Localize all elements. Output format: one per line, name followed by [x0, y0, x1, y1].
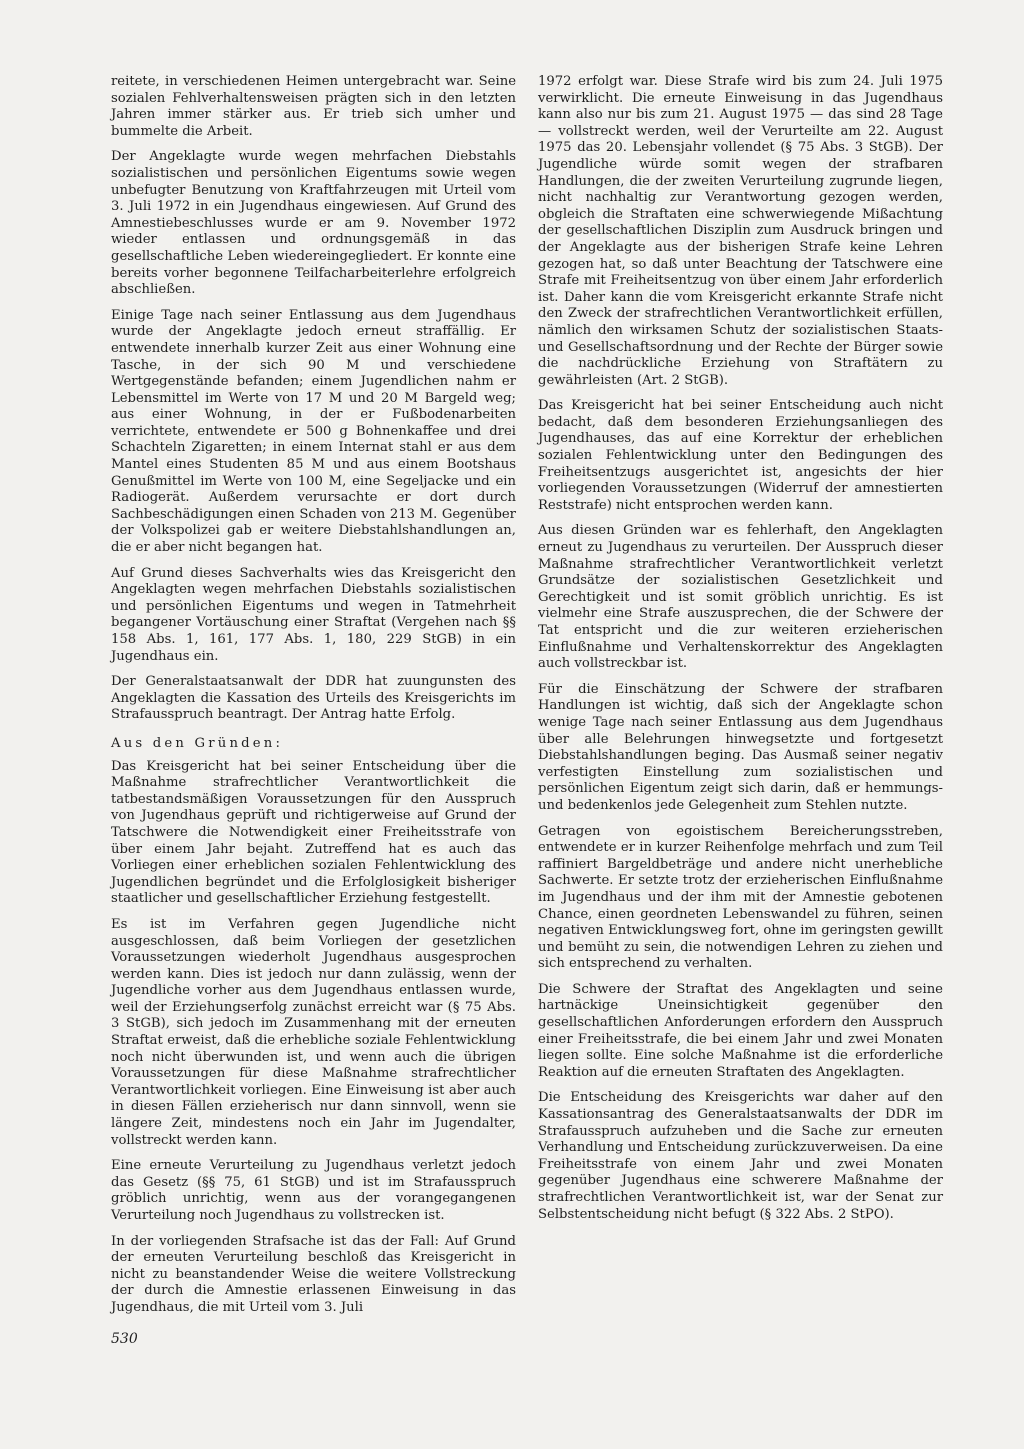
- page-number: 530: [111, 1331, 138, 1347]
- paragraph: Der Generalstaatsanwalt der DDR hat zuungunsten des Angeklagten die Kassation des Urteils des Kreisgerichts im Strafausspruch beantragt. Der Antrag hatte Erfolg.: [111, 674, 516, 723]
- paragraph: Der Angeklagte wurde wegen mehrfachen Diebstahls sozialistischen und persönlichen Eigentums sowie wegen unbefugter Benutzung von Kraftfahrzeugen mit Urteil vom 3. Juli 1972 in ein Jugendhaus eingewiesen. Auf Grund des Amnestiebeschlusses wurde er am 9. November 1972 wieder entlassen und ordnungsgemäß in das gesellschaftliche Leben wiedereingegliedert. Er konnte eine bereits vorher begonnene Teilfacharbeiterlehre erfolgreich abschließen.: [111, 149, 516, 298]
- paragraph: Es ist im Verfahren gegen Jugendliche nicht ausgeschlossen, daß beim Vorliegen der gesetzlichen Voraussetzungen wiederholt Jugendhaus ausgesprochen werden kann. Dies ist jedoch nur dann zulässig, wenn der Jugendliche vorher aus dem Jugendhaus entlassen wurde, weil der Erziehungserfolg zunächst erreicht war (§ 75 Abs. 3 StGB), sich jedoch im Zusammenhang mit der erneuten Straftat erweist, daß die erhebliche soziale Fehlentwicklung noch nicht überwunden ist, und wenn auch die übrigen Voraussetzungen für diese Maßnahme strafrechtlicher Verantwortlichkeit vorliegen. Eine Einweisung ist aber auch in diesen Fällen erzieherisch nur dann sinnvoll, wenn sie längere Zeit, mindestens noch ein Jahr im Jugendalter, vollstreckt werden kann.: [111, 916, 516, 1148]
- paragraph: Die Entscheidung des Kreisgerichts war daher auf den Kassationsantrag des Generalstaatsanwalts der DDR im Strafausspruch aufzuheben und die Sache zur erneuten Verhandlung und Entscheidung zurückzuverweisen. Da eine Freiheitsstrafe von einem Jahr und zwei Monaten gegenüber Jugendhaus eine schwerere Maßnahme der strafrechtlichen Verantwortlichkeit ist, war der Senat zur Selbstentscheidung nicht befugt (§ 322 Abs. 2 StPO).: [538, 1090, 943, 1222]
- paragraph: 1972 erfolgt war. Diese Strafe wird bis zum 24. Juli 1975 verwirklicht. Die erneute Einweisung in das Jugendhaus kann also nur bis zum 21. August 1975 — das sind 28 Tage — vollstreckt werden, weil der Verurteilte am 22. August 1975 das 20. Lebensjahr vollendet (§ 75 Abs. 3 StGB). Der Jugendliche würde somit wegen der strafbaren Handlungen, die der zweiten Verurteilung zugrunde liegen, nicht nachhaltig zur Verantwortung gezogen werden, obgleich die Straftaten eine schwerwiegende Mißachtung der gesellschaftlichen Disziplin zum Ausdruck bringen und der Angeklagte aus der bisherigen Strafe keine Lehren gezogen hat, so daß unter Beachtung der Tatschwere eine Strafe mit Freiheitsentzug von über einem Jahr erforderlich ist. Daher kann die vom Kreisgericht erkannte Strafe nicht den Zweck der strafrechtlichen Verantwortlichkeit erfüllen, nämlich den wirksamen Schutz der sozialistischen Staats- und Gesellschaftsordnung und der Rechte der Bürger sowie die nachdrückliche Erziehung von Straftätern zu gewährleisten (Art. 2 StGB).: [538, 74, 943, 388]
- paragraph: Die Schwere der Straftat des Angeklagten und seine hartnäckige Uneinsichtigkeit gegenüber den gesellschaftlichen Anforderungen erfordern den Ausspruch einer Freiheitsstrafe, die bei einem Jahr und zwei Monaten liegen sollte. Eine solche Maßnahme ist die erforderliche Reaktion auf die erneuten Straftaten des Angeklagten.: [538, 981, 943, 1080]
- paragraph: reitete, in verschiedenen Heimen untergebracht war. Seine sozialen Fehlverhaltensweisen prägten sich in den letzten Jahren immer stärker aus. Er trieb sich umher und bummelte die Arbeit.: [111, 74, 516, 139]
- paragraph: In der vorliegenden Strafsache ist das der Fall: Auf Grund der erneuten Verurteilung beschloß das Kreisgericht in nicht zu beanstandender Weise die weitere Vollstreckung der durch die Amnestie erlassenen Einweisung in das Jugendhaus, die mit Urteil vom 3. Juli: [111, 1233, 516, 1315]
- paragraph: Getragen von egoistischem Bereicherungsstreben, entwendete er in kurzer Reihenfolge mehrfach und zum Teil raffiniert Bargeldbeträge und andere nicht unerhebliche Sachwerte. Er setzte trotz der erzieherischen Einflußnahme im Jugendhaus und der ihm mit der Amnestie gebotenen Chance, einen geordneten Lebenswandel zu führen, seinen negativen Entwicklungsweg fort, ohne im geringsten gewillt und bemüht zu sein, die notwendigen Lehren zu ziehen und sich entsprechend zu verhalten.: [538, 823, 943, 972]
- right-column: [538, 74, 943, 1232]
- paragraph: Das Kreisgericht hat bei seiner Entscheidung über die Maßnahme strafrechtlicher Verantwortlichkeit die tatbestandsmäßigen Voraussetzungen für den Ausspruch von Jugendhaus geprüft und richtigerweise auf Grund der Tatschwere die Notwendigkeit einer Freiheitsstrafe von über einem Jahr bejaht. Zutreffend hat es auch das Vorliegen einer erheblichen sozialen Fehlentwicklung des Jugendlichen begründet und die Erfolglosigkeit bisheriger staatlicher und gesellschaftlicher Erziehung festgestellt.: [111, 758, 516, 907]
- left-column: [111, 74, 516, 1326]
- paragraph: Für die Einschätzung der Schwere der strafbaren Handlungen ist wichtig, daß sich der Angeklagte schon wenige Tage nach seiner Entlassung aus dem Jugendhaus über alle Belehrungen hinwegsetzte und fortgesetzt Diebstahlshandlungen beging. Das Ausmaß seiner negativ verfestigten Einstellung zum sozialistischen und persönlichen Eigentum zeigt sich darin, daß er hemmungs- und bedenkenlos jede Gelegenheit zum Stehlen nutzte.: [538, 681, 943, 813]
- section-heading: Aus den Gründen:: [111, 735, 284, 751]
- paragraph: Auf Grund dieses Sachverhalts wies das Kreisgericht den Angeklagten wegen mehrfachen Diebstahls sozialistischen und persönlichen Eigentums und wegen in Tatmehrheit begangener Vortäuschung einer Straftat (Vergehen nach §§ 158 Abs. 1, 161, 177 Abs. 1, 180, 229 StGB) in ein Jugendhaus ein.: [111, 565, 516, 664]
- paragraph: Das Kreisgericht hat bei seiner Entscheidung auch nicht bedacht, daß dem besonderen Erziehungsanliegen des Jugendhauses, das auf eine Korrektur der erheblichen sozialen Fehlentwicklung unter den Bedingungen des Freiheitsentzugs ausgerichtet ist, angesichts der hier vorliegenden Voraussetzungen (Widerruf der amnestierten Reststrafe) nicht entsprochen werden kann.: [538, 398, 943, 513]
- paragraph: Eine erneute Verurteilung zu Jugendhaus verletzt jedoch das Gesetz (§§ 75, 61 StGB) und ist im Strafausspruch gröblich unrichtig, wenn aus der vorangegangenen Verurteilung noch Jugendhaus zu vollstrecken ist.: [111, 1158, 516, 1223]
- paragraph: Einige Tage nach seiner Entlassung aus dem Jugendhaus wurde der Angeklagte jedoch erneut straffällig. Er entwendete innerhalb kurzer Zeit aus einer Wohnung eine Tasche, in der sich 90 M und verschiedene Wertgegenstände befanden; einem Jugendlichen nahm er Lebensmittel im Werte von 17 M und 20 M Bargeld weg; aus einer Wohnung, in der er Fußbodenarbeiten verrichtete, entwendete er 500 g Bohnenkaffee und drei Schachteln Zigaretten; in einem Internat stahl er aus dem Mantel eines Studenten 85 M und aus einem Bootshaus Genußmittel im Werte von 100 M, eine Segeljacke und ein Radiogerät. Außerdem verursachte er dort durch Sachbeschädigungen einen Schaden von 213 M. Gegenüber der Volkspolizei gab er weitere Diebstahlshandlungen an, die er aber nicht begangen hat.: [111, 307, 516, 556]
- paragraph: Aus diesen Gründen war es fehlerhaft, den Angeklagten erneut zu Jugendhaus zu verurteilen. Der Ausspruch dieser Maßnahme strafrechtlicher Verantwortlichkeit verletzt Grundsätze der sozialistischen Gesetzlichkeit und Gerechtigkeit und ist somit gröblich unrichtig. Es ist vielmehr eine Strafe auszusprechen, die der Schwere der Tat entspricht und die zur weiteren erzieherischen Einflußnahme und Verhaltenskorrektur des Angeklagten auch vollstreckbar ist.: [538, 523, 943, 672]
